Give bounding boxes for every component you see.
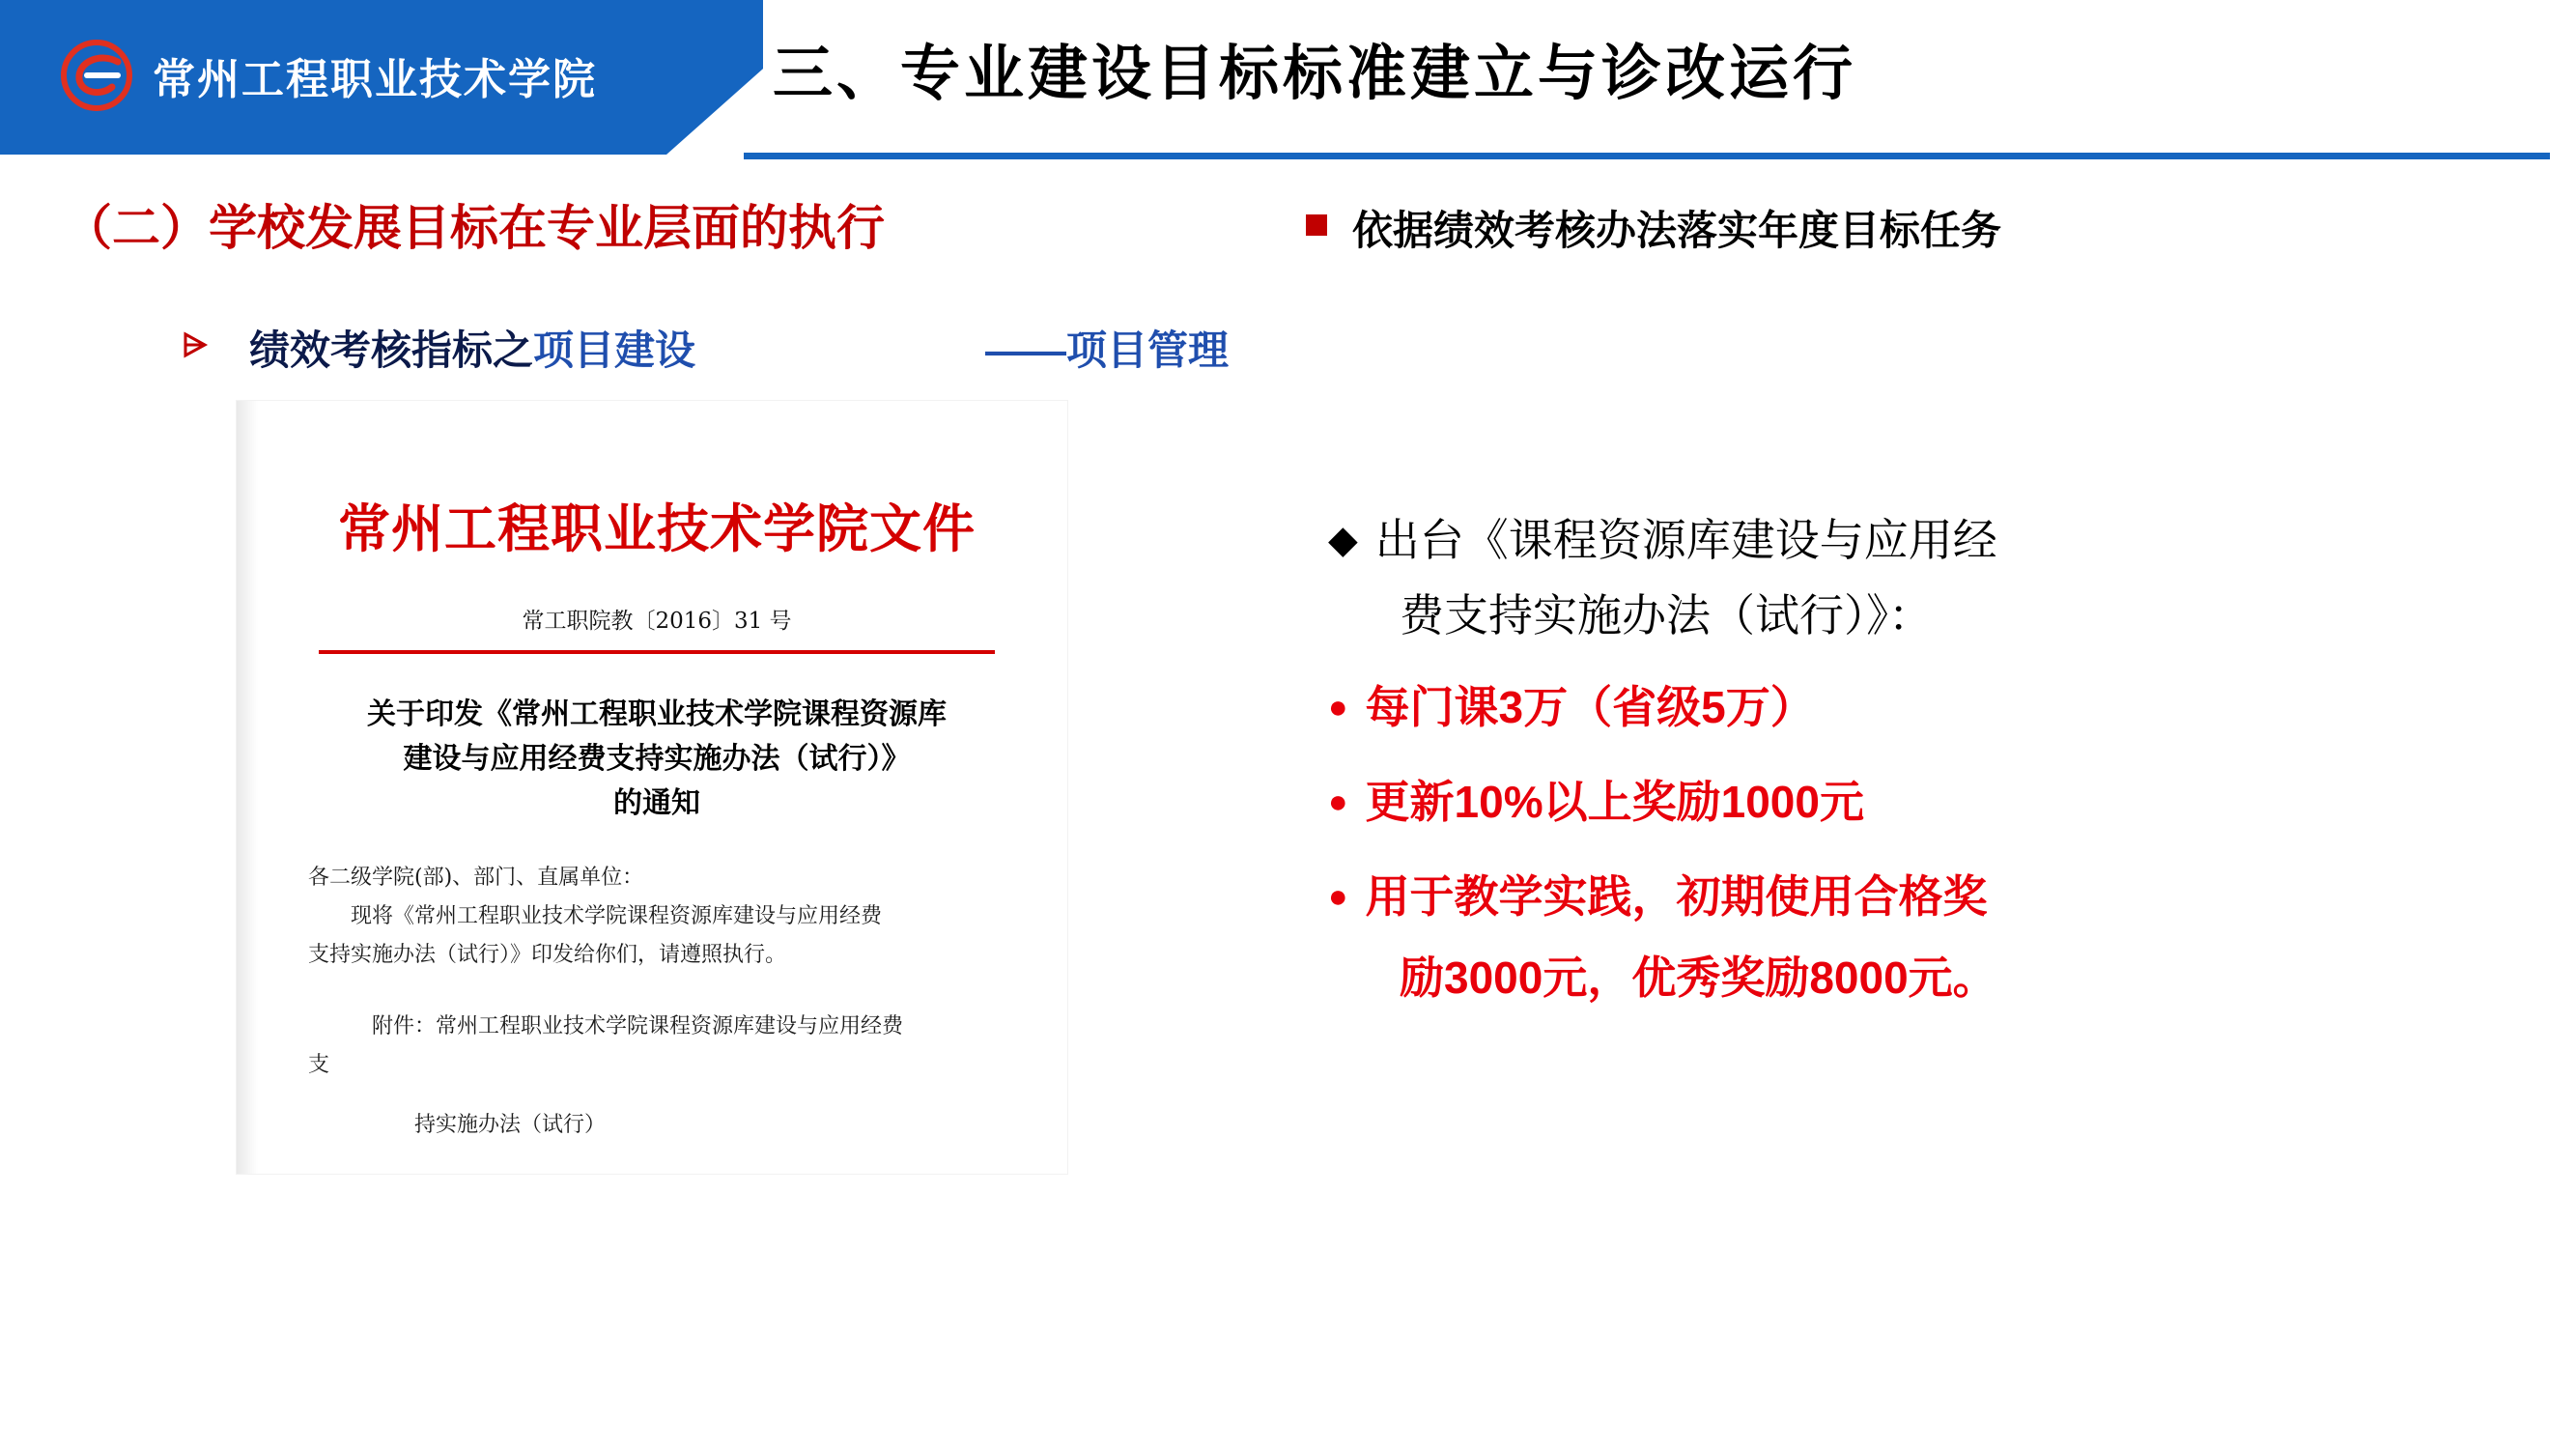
subrow-left	[249, 319, 695, 377]
swirl-logo-icon	[58, 37, 135, 114]
list-item-text: 每门课3万（省级5万）	[1365, 682, 1815, 732]
right-content-column	[1328, 502, 2487, 1018]
document-attach-line1: 附件：常州工程职业技术学院课程资源库建设与应用经费	[372, 1014, 904, 1038]
document-body-line1: 各二级学院(部)、部门、直属单位：	[308, 866, 644, 890]
document-body-line2: 现将《常州工程职业技术学院课程资源库建设与应用经费	[351, 904, 883, 928]
round-bullet-icon: ●	[1328, 878, 1348, 915]
list-item-text: 用于教学实践，初期使用合格奖	[1365, 871, 1988, 922]
document-subject	[275, 693, 1038, 826]
document-body-line3: 支持实施办法（试行）》印发给你们，请遵照执行。	[308, 943, 787, 967]
document-number: 常工职院教〔2016〕31 号	[522, 609, 792, 634]
school-name-text: 常州工程职业技术学院	[153, 55, 597, 104]
section-subtitle: 依据绩效考核办法落实年度目标任务	[1352, 208, 2002, 253]
list-item-text-continued: 励3000元，优秀奖励8000元。	[1400, 952, 1997, 1003]
document-attach-line3: 持实施办法（试行）	[414, 1113, 607, 1137]
document-edge-shadow	[237, 401, 258, 1174]
headline-line2: 费支持实施办法（试行）》：	[1400, 590, 1933, 640]
list-item	[1328, 761, 2487, 842]
headline-line1: 出台《课程资源库建设与应用经	[1374, 515, 1997, 565]
headline-row	[1328, 502, 2487, 578]
list-item	[1328, 856, 2487, 937]
round-bullet-icon: ●	[1328, 783, 1348, 820]
subrow-left-highlight: 项目建设	[533, 327, 696, 373]
document-red-rule	[319, 650, 995, 654]
document-attachment	[275, 1008, 1038, 1145]
document-body	[275, 859, 1038, 975]
school-logo	[58, 37, 597, 114]
page-title: 三、专业建设目标标准建立与诊改运行	[773, 41, 1857, 107]
document-page	[275, 401, 1038, 1174]
arrow-bullet-icon	[180, 328, 214, 363]
subrow-right-text: ——项目管理	[985, 327, 1230, 373]
round-bullet-icon: ●	[1328, 689, 1348, 725]
document-subject-line2: 建设与应用经费支持实施办法（试行）》	[403, 742, 911, 776]
document-attach-line2: 支	[308, 1053, 330, 1077]
diamond-bullet-icon: ◆	[1328, 519, 1358, 561]
list-item	[1328, 667, 2487, 748]
list-item-text: 更新10%以上奖励1000元	[1365, 777, 1864, 827]
subrow-left-text: 绩效考核指标之	[249, 327, 534, 373]
document-subject-line3: 的通知	[613, 786, 700, 820]
section-title: （二）学校发展目标在专业层面的执行	[64, 201, 885, 255]
header-underline	[744, 153, 2550, 159]
document-subject-line1: 关于印发《常州工程职业技术学院课程资源库	[367, 697, 947, 731]
square-bullet-icon	[1306, 214, 1327, 236]
slide-header	[0, 0, 2576, 155]
document-title: 常州工程职业技术学院文件	[338, 498, 976, 559]
document-image	[237, 401, 1067, 1174]
